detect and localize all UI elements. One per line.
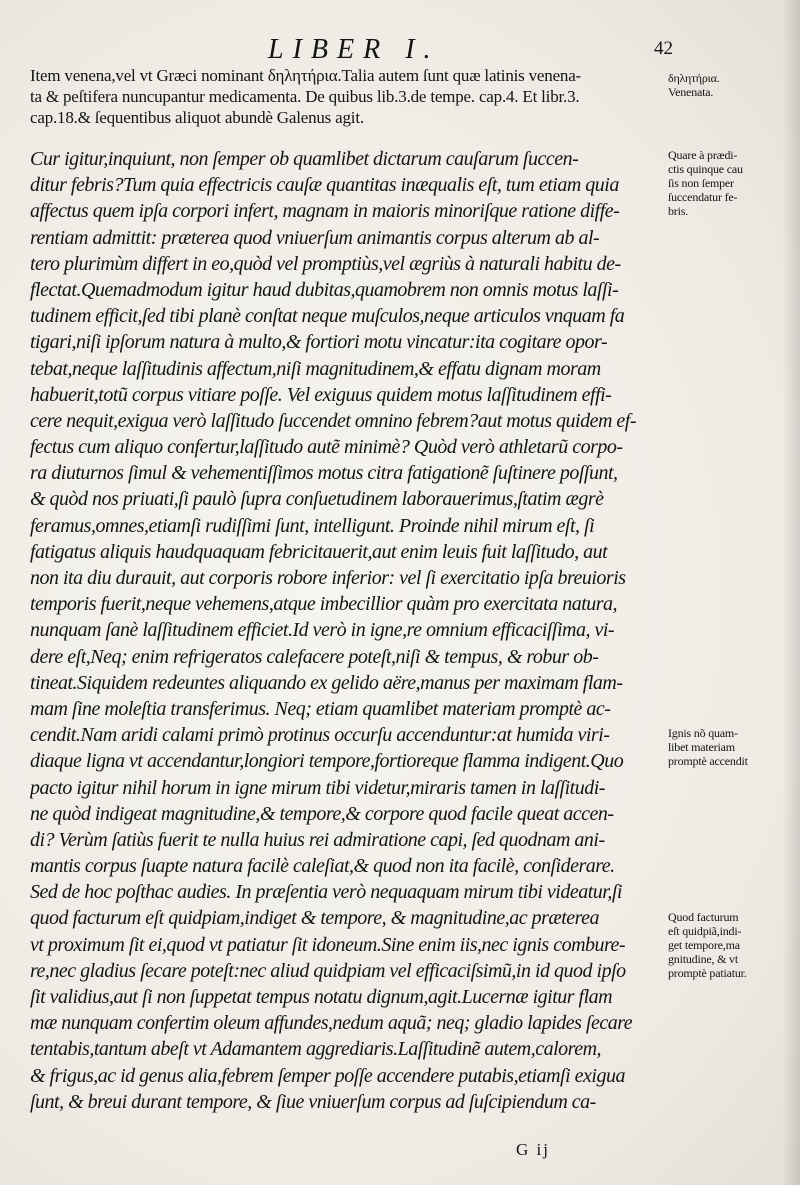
text-line: mæ nunquam confertim oleum affundes,nedum aquã; neq; gladio lapides ſecare: [30, 1012, 633, 1035]
text-line: ſit validius,aut ſi non ſuppetat tempus notatu dignum,agit.Lucernæ igitur flam: [30, 986, 613, 1008]
text-line: fectus cum aliquo confertur,laſſitudo autẽ minimè? Quòd verò athletarũ corpo-: [30, 436, 623, 459]
margin-note-line: gnitudine, & vt: [668, 952, 738, 966]
signature-mark: G ij: [516, 1140, 550, 1159]
margin-note-line: ſis non ſemper: [668, 176, 734, 190]
text-line: re,nec gladius ſecare poteſt:nec aliud quidpiam vel efficaciſsimũ,in id quod ipſo: [30, 959, 626, 982]
text-line: flectat.Quemadmodum igitur haud dubitas,quamobrem non omnis motus laſſi-: [30, 278, 619, 301]
folio-number: 42: [654, 38, 673, 59]
margin-note-line: ſuccendatur fe-: [668, 190, 738, 204]
text-line: ra diuturnos ſimul & vehementiſſimos motus citra fatigationẽ ſuſtinere poſſunt,: [30, 462, 618, 485]
text-line: tineat.Siquidem redeuntes aliquando ex gelido aëre,manus per maximam flam-: [30, 671, 623, 694]
text-line: cendit.Nam aridi calami primò protinus occurſu accenduntur:at humida viri-: [30, 724, 610, 747]
text-line: di? Verùm ſatiùs fuerit te nulla huius rei admiratione capi, ſed quodnam ani-: [30, 828, 605, 851]
text-line: ta & peſtifera nuncupantur medicamenta. De quibus lib.3.de tempe. cap.4. Et libr.3.: [30, 87, 580, 106]
text-line: temporis fuerit,neque vehemens,atque imbecillior quàm pro exercitata natura,: [30, 593, 618, 616]
text-line: habuerit,totũ corpus vitiare poſſe. Vel exiguus quidem motus laſſitudinem effi-: [30, 383, 612, 406]
margin-note-line: libet materiam: [668, 740, 735, 754]
text-line: feramus,omnes,etiamſi rudiſſimi ſunt, intelligunt. Proinde nihil mirum eſt, ſi: [30, 514, 595, 537]
text-line: ne quòd indigeat magnitudine,& tempore,& corpore quod facile queat accen-: [30, 802, 614, 825]
margin-note-line: Ignis nõ quam-: [668, 726, 738, 740]
text-line: non ita diu durauit, aut corporis robore inferior: vel ſi exercitatio ipſa breuioris: [30, 567, 626, 589]
margin-note-line: promptè patiatur.: [668, 966, 747, 980]
page-edge-shadow: [782, 0, 800, 1185]
text-line: vt proximum ſit ei,quod vt patiatur ſit idoneum.Sine enim iis,nec ignis combure-: [30, 933, 626, 956]
text-line: nunquam ſanè laſſitudinem efficiet.Id verò in igne,re omnium efficaciſſima, vi-: [30, 619, 615, 642]
margin-note-line: Quod facturum: [668, 910, 739, 924]
text-line: & quòd nos priuati,ſi paulò ſupra conſuetudinem laborauerimus,ſtatim ægrè: [30, 488, 604, 511]
text-line: Sed de hoc poſthac audies. In præſentia verò nequaquam mirum tibi videatur,ſi: [30, 881, 622, 904]
margin-note-line: eſt quidpiã,indi-: [668, 924, 742, 938]
margin-note-line: ctis quinque cau: [668, 162, 743, 176]
text-line: cap.18.& ſequentibus aliquot abundè Galenus agit.: [30, 108, 364, 127]
running-head: LIBER I.: [268, 34, 440, 65]
text-line: dere eſt,Neq; enim refrigeratos calefacere poteſt,niſi & tempus, & robur ob-: [30, 645, 599, 668]
text-line: & frigus,ac id genus alia,febrem ſemper poſſe accendere putabis,etiamſi exigua: [30, 1064, 625, 1087]
text-line: fatigatus aliquis haudquaquam febricitauerit,aut enim leuis fuit laſſitudo, aut: [30, 540, 608, 563]
text-line: tebat,neque laſſitudinis affectum,niſi magnitudinem,& effatu dignam moram: [30, 357, 601, 380]
margin-note-quod: [668, 910, 798, 980]
text-line: cere nequit,exigua verò laſſitudo ſuccendet omnino febrem?aut motus quidem ef-: [30, 409, 637, 432]
text-line: mam ſine moleſtia transferimus. Neq; etiam quamlibet materiam promptè ac-: [30, 697, 611, 720]
margin-notes-column: [668, 0, 798, 1185]
main-text-column: [30, 65, 670, 1115]
margin-note-ignis: [668, 726, 798, 768]
text-line: mantis corpus ſuapte natura facilè caleſiat,& quod non ita facilè, conſiderare.: [30, 855, 615, 878]
margin-note-line: δηλητήρια.: [668, 71, 720, 85]
text-line: affectus quem ipſa corpori infert, magnam in maioris minoriſque ratione diffe-: [30, 200, 620, 223]
body-paragraph: [30, 146, 670, 1115]
text-line: Item venena,vel vt Græci nominant δηλητήρια.Talia autem ſunt quæ latinis venena-: [30, 66, 582, 85]
margin-note-quare: [668, 148, 798, 218]
text-line: quod facturum eſt quidpiam,indiget & tempore, & magnitudine,ac præterea: [30, 907, 600, 930]
margin-note-venenata: [668, 71, 798, 99]
margin-note-line: Venenata.: [668, 85, 714, 99]
text-line: ſunt, & breui durant tempore, & ſiue vniuerſum corpus ad ſuſcipiendum ca-: [30, 1090, 596, 1113]
margin-note-line: Quare à prædi-: [668, 148, 738, 162]
text-line: ditur febris?Tum quia effectricis cauſæ quantitas inæqualis eſt, tum etiam quia: [30, 174, 619, 197]
text-line: rentiam admittit: præterea quod vniuerſum animantis corpus alterum ab al-: [30, 226, 600, 249]
text-line: tentabis,tantum abeſt vt Adamantem aggrediaris.Laſſitudinẽ autem,calorem,: [30, 1038, 602, 1061]
intro-paragraph: [30, 65, 670, 128]
text-line: Cur igitur,inquiunt, non ſemper ob quamlibet dictarum cauſarum ſuccen-: [30, 148, 579, 170]
text-line: pacto igitur nihil horum in igne mirum tibi videtur,miraris tamen in laſſitudi-: [30, 776, 605, 799]
margin-note-line: bris.: [668, 204, 689, 218]
text-line: tudinem efficit,ſed tibi planè conſtat neque muſculos,neque articulos vnquam fa: [30, 305, 625, 328]
margin-note-line: get tempore,ma: [668, 938, 740, 952]
text-line: tero plurimùm differt in eo,quòd vel promptiùs,vel ægriùs à naturali habitu de-: [30, 252, 621, 275]
text-line: diaque ligna vt accendantur,longiori tempore,fortioreque flamma indigent.Quo: [30, 750, 624, 773]
text-line: tigari,niſi ipſorum natura à multo,& fortiori motu vincatur:ita cogitare opor-: [30, 331, 608, 354]
margin-note-line: promptè accendit: [668, 754, 748, 768]
